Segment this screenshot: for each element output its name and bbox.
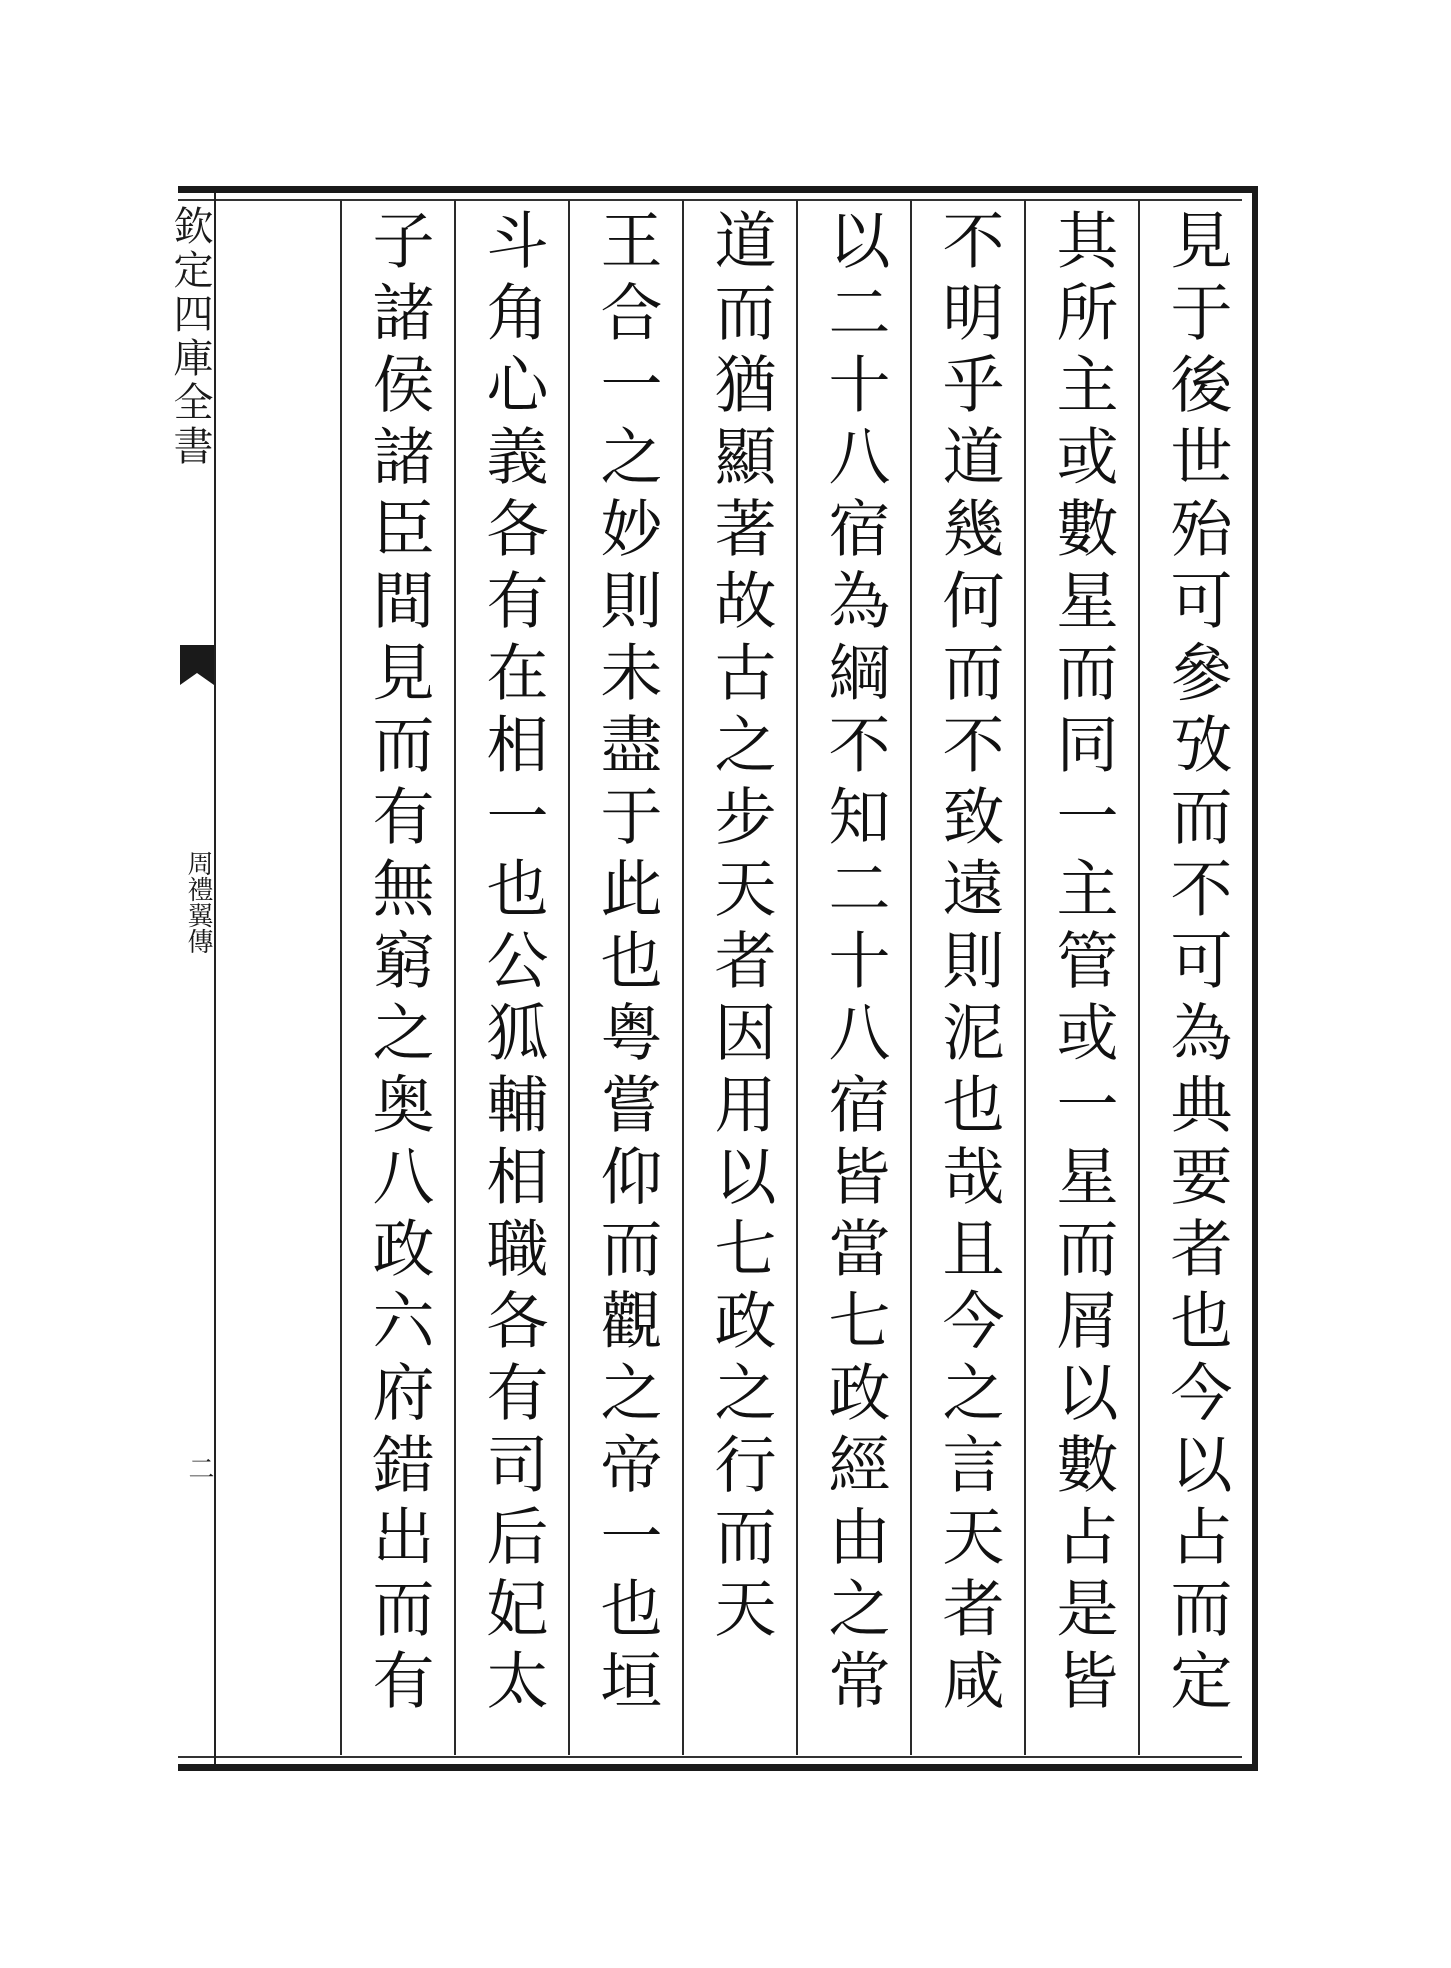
text-column-6 — [568, 200, 680, 1755]
folio-number: 二 — [184, 1455, 214, 1481]
text-column-2 — [1024, 200, 1136, 1755]
text-columns — [216, 200, 1250, 1755]
text-column-8 — [340, 200, 452, 1755]
collection-title: 欽定四庫全書 — [167, 205, 213, 469]
column-text: 不明乎道幾何而不致遠則泥也哉且今之言天者咸 — [932, 208, 1005, 1720]
column-text: 斗角心義各有在相一也公狐輔相職各有司后妃太 — [476, 208, 549, 1720]
column-text: 道而猶顯著故古之步天者因用以七政之行而天 — [704, 208, 777, 1648]
column-text: 以二十八宿為綱不知二十八宿皆當七政經由之常 — [818, 208, 891, 1720]
text-column-7 — [454, 200, 566, 1755]
text-column-5 — [682, 200, 794, 1755]
column-text: 其所主或數星而同一主管或一星而屑以數占是皆 — [1046, 208, 1119, 1720]
book-title: 周禮翼傳 — [183, 850, 213, 954]
text-column-3 — [910, 200, 1022, 1755]
column-text: 見于後世殆可參攷而不可為典要者也今以占而定 — [1160, 208, 1233, 1720]
text-column-1 — [1138, 200, 1250, 1755]
column-text: 子諸侯諸臣間見而有無窮之奥八政六府錯出而有 — [362, 208, 435, 1720]
column-text: 王合一之妙則未盡于此也粤嘗仰而觀之帝一也垣 — [590, 208, 663, 1720]
text-column-4 — [796, 200, 908, 1755]
